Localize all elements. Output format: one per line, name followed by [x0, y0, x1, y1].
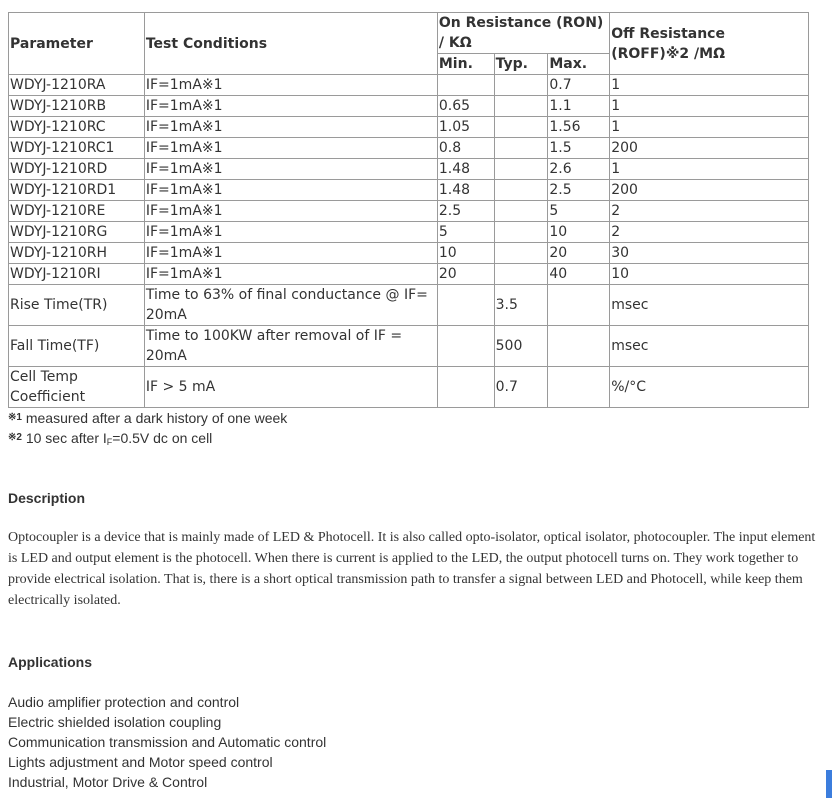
off-cell: 1 [610, 159, 809, 180]
min-cell: 0.65 [437, 96, 494, 117]
max-cell [548, 285, 610, 326]
max-cell: 0.7 [548, 75, 610, 96]
off-cell: 1 [610, 117, 809, 138]
condition-cell: IF=1mA※1 [144, 96, 437, 117]
typ-cell [494, 201, 548, 222]
applications-list [8, 692, 326, 792]
header-on-resistance: On Resistance (RON) / KΩ [437, 13, 609, 54]
typ-cell: 3.5 [494, 285, 548, 326]
param-cell: WDYJ-1210RC1 [9, 138, 145, 159]
condition-cell: IF=1mA※1 [144, 180, 437, 201]
param-cell: Cell Temp Coefficient [9, 367, 145, 408]
off-cell: msec [610, 326, 809, 367]
param-cell: Rise Time(TR) [9, 285, 145, 326]
header-typ: Typ. [494, 54, 548, 75]
typ-cell [494, 222, 548, 243]
table-row [9, 96, 809, 117]
max-cell: 1.5 [548, 138, 610, 159]
off-cell: 1 [610, 96, 809, 117]
footnote-2-mark: ※2 [8, 432, 22, 443]
max-cell: 5 [548, 201, 610, 222]
max-cell: 1.1 [548, 96, 610, 117]
header-conditions: Test Conditions [144, 13, 437, 75]
max-cell: 1.56 [548, 117, 610, 138]
application-item: Industrial, Motor Drive & Control [8, 774, 208, 790]
condition-cell: IF=1mA※1 [144, 243, 437, 264]
condition-cell: Time to 100KW after removal of IF = 20mA [144, 326, 437, 367]
footnotes [8, 408, 287, 452]
description-heading: Description [8, 490, 86, 506]
application-item: Electric shielded isolation coupling [8, 714, 222, 730]
param-cell: WDYJ-1210RH [9, 243, 145, 264]
max-cell: 2.6 [548, 159, 610, 180]
off-cell: 200 [610, 180, 809, 201]
min-cell [437, 326, 494, 367]
param-cell: Fall Time(TF) [9, 326, 145, 367]
min-cell: 1.48 [437, 159, 494, 180]
applications-heading: Applications [8, 654, 93, 670]
min-cell [437, 75, 494, 96]
min-cell [437, 367, 494, 408]
typ-cell [494, 180, 548, 201]
application-item: Lights adjustment and Motor speed control [8, 754, 273, 770]
application-item: Communication transmission and Automatic control [8, 734, 327, 750]
typ-cell [494, 243, 548, 264]
max-cell: 2.5 [548, 180, 610, 201]
typ-cell [494, 264, 548, 285]
typ-cell [494, 138, 548, 159]
param-cell: WDYJ-1210RI [9, 264, 145, 285]
off-cell: 1 [610, 75, 809, 96]
spec-table [8, 12, 809, 408]
header-row-1 [9, 13, 809, 54]
condition-cell: Time to 63% of final conductance @ IF= 20mA [144, 285, 437, 326]
param-cell: WDYJ-1210RD [9, 159, 145, 180]
off-cell: 10 [610, 264, 809, 285]
table-row [9, 367, 809, 408]
table-row [9, 159, 809, 180]
header-max: Max. [548, 54, 610, 75]
typ-cell [494, 159, 548, 180]
min-cell: 2.5 [437, 201, 494, 222]
min-cell [437, 285, 494, 326]
condition-cell: IF > 5 mA [144, 367, 437, 408]
max-cell: 20 [548, 243, 610, 264]
header-parameter: Parameter [9, 13, 145, 75]
table-row [9, 75, 809, 96]
table-row [9, 326, 809, 367]
max-cell [548, 367, 610, 408]
typ-cell: 500 [494, 326, 548, 367]
header-off-resistance: Off Resistance (ROFF)※2 /MΩ [610, 13, 809, 75]
param-cell: WDYJ-1210RE [9, 201, 145, 222]
param-cell: WDYJ-1210RC [9, 117, 145, 138]
table-row [9, 285, 809, 326]
min-cell: 5 [437, 222, 494, 243]
footnote-2-text: 10 sec after I [21, 430, 107, 446]
footnote-1-text: measured after a dark history of one week [21, 410, 288, 426]
param-cell: WDYJ-1210RG [9, 222, 145, 243]
condition-cell: IF=1mA※1 [144, 264, 437, 285]
off-cell: 200 [610, 138, 809, 159]
typ-cell [494, 96, 548, 117]
scroll-indicator[interactable] [826, 770, 832, 798]
condition-cell: IF=1mA※1 [144, 117, 437, 138]
footnote-2-subscript: F [106, 437, 113, 447]
max-cell: 10 [548, 222, 610, 243]
typ-cell [494, 75, 548, 96]
table-row [9, 180, 809, 201]
max-cell: 40 [548, 264, 610, 285]
footnote-2 [8, 428, 287, 452]
condition-cell: IF=1mA※1 [144, 159, 437, 180]
footnote-1-mark: ※1 [8, 412, 22, 423]
condition-cell: IF=1mA※1 [144, 222, 437, 243]
param-cell: WDYJ-1210RD1 [9, 180, 145, 201]
min-cell: 1.05 [437, 117, 494, 138]
off-cell: msec [610, 285, 809, 326]
header-min: Min. [437, 54, 494, 75]
param-cell: WDYJ-1210RB [9, 96, 145, 117]
footnote-2-text-end: =0.5V dc on cell [112, 430, 213, 446]
condition-cell: IF=1mA※1 [144, 138, 437, 159]
table-row [9, 243, 809, 264]
condition-cell: IF=1mA※1 [144, 201, 437, 222]
max-cell [548, 326, 610, 367]
table-row [9, 264, 809, 285]
min-cell: 20 [437, 264, 494, 285]
min-cell: 0.8 [437, 138, 494, 159]
footnote-1 [8, 408, 287, 428]
table-row [9, 117, 809, 138]
table-row [9, 222, 809, 243]
off-cell: %/°C [610, 367, 809, 408]
table-row [9, 138, 809, 159]
application-item: Audio amplifier protection and control [8, 694, 240, 710]
description-text: Optocoupler is a device that is mainly made of LED & Photocell. It is also called opto-isolator, optical isolator, photocoupler. The input element is LED and output element is the photocell. When there is current is applied to the LED, the output photocell turns on. They work together to provide electrical isolation. That is, there is a short optical transmission path to transfer a signal between LED and Photocell, while keep them electrically isolated. [8, 530, 816, 608]
condition-cell: IF=1mA※1 [144, 75, 437, 96]
table-row [9, 201, 809, 222]
min-cell: 10 [437, 243, 494, 264]
param-cell: WDYJ-1210RA [9, 75, 145, 96]
off-cell: 2 [610, 201, 809, 222]
off-cell: 2 [610, 222, 809, 243]
off-cell: 30 [610, 243, 809, 264]
min-cell: 1.48 [437, 180, 494, 201]
typ-cell [494, 117, 548, 138]
typ-cell: 0.7 [494, 367, 548, 408]
